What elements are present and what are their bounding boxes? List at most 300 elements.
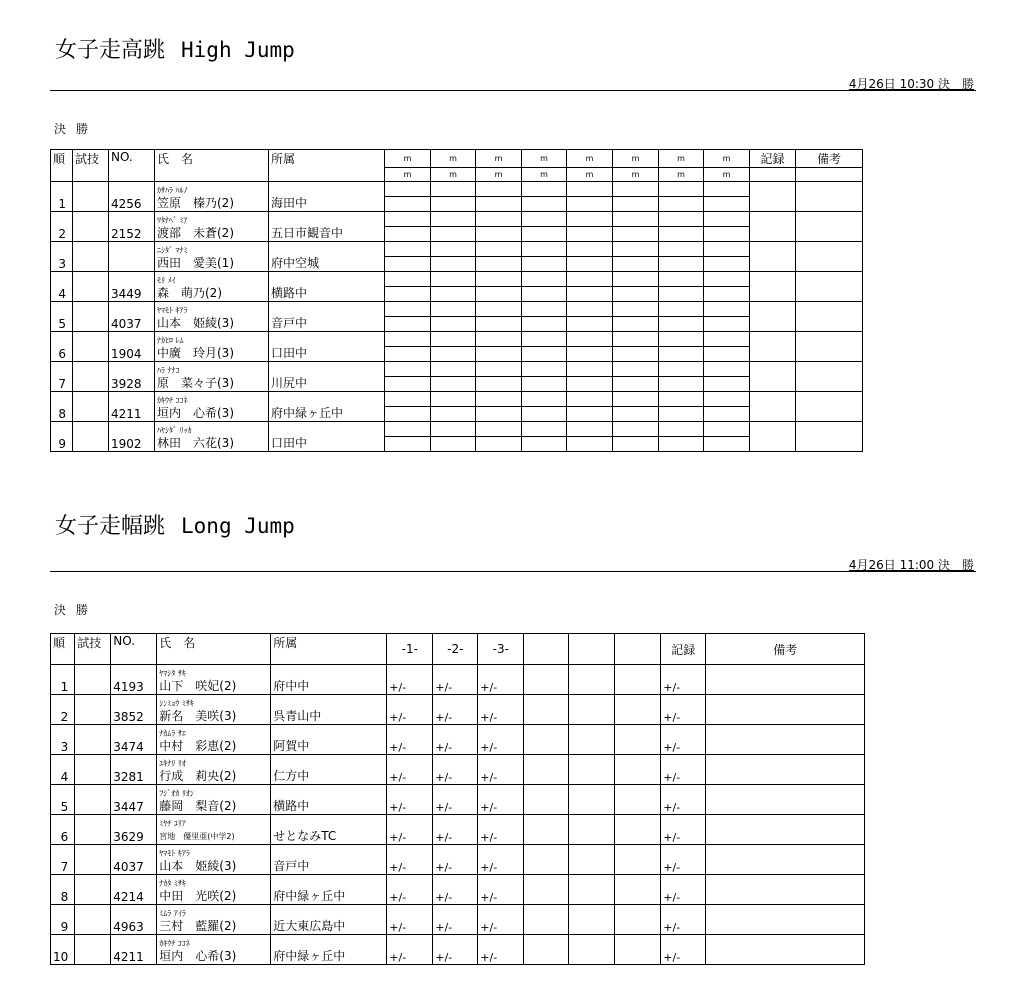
height-cell <box>431 362 476 377</box>
col-record: 記録 <box>750 150 796 168</box>
height-cell <box>431 392 476 407</box>
height-cell <box>385 347 431 362</box>
header-row <box>51 634 865 665</box>
trial-cell <box>75 815 111 845</box>
height-cell <box>385 227 431 242</box>
blank-cell <box>524 755 569 785</box>
height-cell <box>613 242 659 257</box>
table-row <box>51 875 865 905</box>
height-cell <box>476 227 522 242</box>
athlete-name: 三村 藍羅(2) <box>159 919 237 933</box>
height-cell <box>659 272 704 287</box>
col-affiliation: 所属 <box>269 150 385 182</box>
athlete-order: 5 <box>51 302 73 332</box>
table-row <box>51 785 865 815</box>
col-attempt-2: -2- <box>433 634 478 665</box>
athlete-order: 10 <box>51 935 75 965</box>
athlete-order: 8 <box>51 875 75 905</box>
height-cell <box>476 347 522 362</box>
athlete-kana: ﾆｼﾀﾞ ﾏﾅﾐ <box>157 246 188 255</box>
height-cell <box>659 212 704 227</box>
remarks-cell <box>796 182 863 212</box>
remarks-cell <box>706 875 865 905</box>
height-cell <box>385 242 431 257</box>
record-cell <box>750 362 796 392</box>
athlete-name-cell <box>157 755 271 785</box>
remarks-cell <box>706 815 865 845</box>
athlete-no: 4963 <box>111 905 157 935</box>
athlete-no: 3629 <box>111 815 157 845</box>
height-cell <box>522 392 567 407</box>
athlete-name: 森 萌乃(2) <box>157 286 222 300</box>
athlete-name-cell <box>157 815 271 845</box>
height-cell <box>567 242 613 257</box>
height-cell <box>522 287 567 302</box>
col-order: 順 <box>51 150 73 182</box>
wind-cell: +/- <box>478 845 524 875</box>
height-cell <box>704 392 750 407</box>
athlete-no: 3449 <box>109 272 155 302</box>
height-cell <box>659 197 704 212</box>
height-cell <box>567 392 613 407</box>
height-cell <box>567 317 613 332</box>
athlete-name-cell <box>155 272 269 302</box>
height-cell <box>476 407 522 422</box>
athlete-affiliation: 府中緑ヶ丘中 <box>271 875 387 905</box>
height-cell <box>659 332 704 347</box>
height-cell <box>613 437 659 452</box>
col-blank <box>569 634 615 665</box>
blank-cell <box>569 845 615 875</box>
wind-cell: +/- <box>478 665 524 695</box>
col-trial: 試技 <box>73 150 109 182</box>
col-attempt-1: -1- <box>387 634 433 665</box>
athlete-name: 中廣 玲月(3) <box>157 346 234 360</box>
trial-cell <box>73 332 109 362</box>
blank-cell <box>615 875 661 905</box>
height-cell <box>704 362 750 377</box>
athlete-no: 3928 <box>109 362 155 392</box>
trial-cell <box>73 302 109 332</box>
height-cell <box>476 362 522 377</box>
height-cell <box>613 197 659 212</box>
table-row <box>51 935 865 965</box>
remarks-cell <box>706 665 865 695</box>
table-row <box>51 725 865 755</box>
wind-cell: +/- <box>433 845 478 875</box>
height-cell <box>385 257 431 272</box>
athlete-affiliation: 五日市観音中 <box>269 212 385 242</box>
trial-cell <box>73 272 109 302</box>
height-cell <box>567 362 613 377</box>
height-cell <box>613 287 659 302</box>
height-cell <box>704 197 750 212</box>
height-cell <box>567 197 613 212</box>
remarks-blank <box>796 168 863 182</box>
blank-cell <box>524 815 569 845</box>
height-cell <box>567 347 613 362</box>
athlete-kana: ﾜﾀﾅﾍﾞ ﾐｱ <box>157 216 188 225</box>
athlete-name: 垣内 心希(3) <box>157 406 234 420</box>
height-cell <box>522 242 567 257</box>
remarks-cell <box>706 725 865 755</box>
blank-cell <box>615 725 661 755</box>
record-cell <box>750 182 796 212</box>
wind-cell: +/- <box>433 725 478 755</box>
height-cell <box>704 347 750 362</box>
blank-cell <box>569 935 615 965</box>
height-cell <box>659 407 704 422</box>
trial-cell <box>75 665 111 695</box>
height-cell <box>659 302 704 317</box>
athlete-name: 新名 美咲(3) <box>159 709 237 723</box>
height-cell <box>431 422 476 437</box>
high-jump-divider <box>50 90 976 91</box>
athlete-kana: ﾅｶﾑﾗ ｻｴ <box>159 729 186 738</box>
blank-cell <box>524 845 569 875</box>
wind-cell: +/- <box>387 905 433 935</box>
trial-cell <box>73 362 109 392</box>
athlete-name-cell <box>157 875 271 905</box>
athlete-name: 原 菜々子(3) <box>157 376 234 390</box>
height-unit: m <box>659 150 704 168</box>
blank-cell <box>615 905 661 935</box>
wind-cell: +/- <box>478 935 524 965</box>
height-cell <box>659 377 704 392</box>
height-cell <box>567 212 613 227</box>
height-cell <box>431 437 476 452</box>
blank-cell <box>615 935 661 965</box>
height-cell <box>522 407 567 422</box>
athlete-affiliation: 府中中 <box>271 665 387 695</box>
height-cell <box>659 242 704 257</box>
height-cell <box>704 302 750 317</box>
height-cell <box>476 317 522 332</box>
athlete-no: 4211 <box>111 935 157 965</box>
athlete-order: 2 <box>51 695 75 725</box>
height-cell <box>704 407 750 422</box>
table-row <box>51 755 865 785</box>
blank-cell <box>569 875 615 905</box>
height-cell <box>522 302 567 317</box>
trial-cell <box>73 242 109 272</box>
height-cell <box>567 407 613 422</box>
height-unit: m <box>522 168 567 182</box>
athlete-affiliation: 府中緑ヶ丘中 <box>271 935 387 965</box>
height-cell <box>476 392 522 407</box>
height-cell <box>567 332 613 347</box>
blank-cell <box>615 845 661 875</box>
blank-cell <box>615 665 661 695</box>
height-cell <box>613 212 659 227</box>
height-cell <box>385 332 431 347</box>
athlete-name-cell <box>155 392 269 422</box>
col-remarks: 備考 <box>796 150 863 168</box>
athlete-name: 山下 咲妃(2) <box>159 679 237 693</box>
high-jump-title-ja: 女子走高跳 <box>55 38 166 63</box>
height-cell <box>659 392 704 407</box>
blank-cell <box>615 695 661 725</box>
athlete-kana: ﾊﾗ ﾅﾅｺ <box>157 366 180 375</box>
height-cell <box>431 197 476 212</box>
remarks-cell <box>796 212 863 242</box>
athlete-order: 6 <box>51 815 75 845</box>
height-cell <box>567 272 613 287</box>
height-unit: m <box>476 168 522 182</box>
athlete-affiliation: 口田中 <box>269 332 385 362</box>
height-cell <box>476 287 522 302</box>
athlete-no: 2152 <box>109 212 155 242</box>
col-remarks: 備考 <box>706 634 865 665</box>
record-wind-cell: +/- <box>661 875 706 905</box>
athlete-order: 9 <box>51 422 73 452</box>
height-cell <box>567 377 613 392</box>
height-cell <box>659 437 704 452</box>
height-cell <box>613 257 659 272</box>
height-unit: m <box>385 168 431 182</box>
blank-cell <box>524 665 569 695</box>
height-cell <box>659 182 704 197</box>
height-unit: m <box>431 150 476 168</box>
height-cell <box>613 272 659 287</box>
athlete-affiliation: 呉青山中 <box>271 695 387 725</box>
col-blank <box>524 634 569 665</box>
height-cell <box>431 287 476 302</box>
athlete-name-cell <box>155 332 269 362</box>
athlete-order: 3 <box>51 242 73 272</box>
col-name: 氏 名 <box>157 634 271 665</box>
height-cell <box>431 182 476 197</box>
athlete-no: 3474 <box>111 725 157 755</box>
height-cell <box>385 197 431 212</box>
wind-cell: +/- <box>478 785 524 815</box>
athlete-no: 4211 <box>109 392 155 422</box>
height-cell <box>476 242 522 257</box>
height-unit: m <box>431 168 476 182</box>
remarks-cell <box>796 302 863 332</box>
athlete-affiliation: 阿賀中 <box>271 725 387 755</box>
athlete-no: 3447 <box>111 785 157 815</box>
wind-cell: +/- <box>478 875 524 905</box>
height-cell <box>613 392 659 407</box>
athlete-order: 1 <box>51 182 73 212</box>
athlete-order: 7 <box>51 845 75 875</box>
remarks-cell <box>796 422 863 452</box>
height-cell <box>476 302 522 317</box>
athlete-order: 7 <box>51 362 73 392</box>
height-unit: m <box>522 150 567 168</box>
height-cell <box>567 287 613 302</box>
height-cell <box>522 197 567 212</box>
trial-cell <box>73 212 109 242</box>
height-cell <box>659 422 704 437</box>
athlete-kana: ﾊﾔｼﾀﾞ ﾘｯｶ <box>157 426 192 435</box>
blank-cell <box>569 905 615 935</box>
height-cell <box>476 272 522 287</box>
athlete-name-cell <box>157 725 271 755</box>
height-cell <box>431 257 476 272</box>
wind-cell: +/- <box>433 815 478 845</box>
athlete-kana: ｶｷｳﾁ ｺｺﾈ <box>157 396 188 405</box>
wind-cell: +/- <box>433 875 478 905</box>
table-row <box>51 392 863 407</box>
wind-cell: +/- <box>433 695 478 725</box>
athlete-name: 渡部 未蒼(2) <box>157 226 234 240</box>
height-cell <box>476 182 522 197</box>
athlete-affiliation: 音戸中 <box>271 845 387 875</box>
athlete-name: 山本 姫綾(3) <box>157 316 234 330</box>
remarks-cell <box>706 905 865 935</box>
athlete-kana: ﾅｶﾋﾛ ﾚﾑ <box>157 336 184 345</box>
height-cell <box>385 287 431 302</box>
blank-cell <box>569 695 615 725</box>
blank-cell <box>615 815 661 845</box>
height-cell <box>385 437 431 452</box>
table-row <box>51 272 863 287</box>
height-cell <box>385 407 431 422</box>
high-jump-title <box>55 33 295 64</box>
height-cell <box>431 377 476 392</box>
athlete-affiliation: 府中緑ヶ丘中 <box>269 392 385 422</box>
table-row <box>51 362 863 377</box>
athlete-name: 山本 姫綾(3) <box>159 859 237 873</box>
height-cell <box>613 422 659 437</box>
height-unit: m <box>613 168 659 182</box>
high-jump-round: 決勝 <box>54 122 99 136</box>
athlete-order: 8 <box>51 392 73 422</box>
remarks-cell <box>796 272 863 302</box>
record-cell <box>750 272 796 302</box>
wind-cell: +/- <box>387 785 433 815</box>
blank-cell <box>615 785 661 815</box>
long-jump-round: 決勝 <box>54 603 99 617</box>
height-cell <box>476 197 522 212</box>
athlete-affiliation: 近大東広島中 <box>271 905 387 935</box>
blank-cell <box>524 935 569 965</box>
athlete-kana: ﾕｷﾅﾘ ﾘｵ <box>159 759 186 768</box>
blank-cell <box>569 725 615 755</box>
height-cell <box>567 257 613 272</box>
athlete-name-cell <box>157 935 271 965</box>
col-blank <box>615 634 661 665</box>
long-jump-title <box>55 509 295 540</box>
athlete-order: 2 <box>51 212 73 242</box>
wind-cell: +/- <box>387 815 433 845</box>
table-row <box>51 302 863 317</box>
athlete-no: 4256 <box>109 182 155 212</box>
athlete-order: 5 <box>51 785 75 815</box>
height-cell <box>613 182 659 197</box>
blank-cell <box>569 785 615 815</box>
wind-cell: +/- <box>433 905 478 935</box>
record-cell <box>750 332 796 362</box>
athlete-affiliation: せとなみTC <box>271 815 387 845</box>
height-cell <box>704 287 750 302</box>
long-jump-divider <box>50 571 976 572</box>
height-cell <box>704 242 750 257</box>
height-cell <box>476 212 522 227</box>
col-affiliation: 所属 <box>271 634 387 665</box>
height-cell <box>522 332 567 347</box>
athlete-kana: ﾐﾔﾁ ﾕﾘｱ <box>159 819 186 828</box>
wind-cell: +/- <box>433 755 478 785</box>
trial-cell <box>75 785 111 815</box>
athlete-no: 1902 <box>109 422 155 452</box>
height-cell <box>704 212 750 227</box>
height-cell <box>704 377 750 392</box>
high-jump-title-en: High Jump <box>181 38 295 62</box>
remarks-cell <box>706 695 865 725</box>
height-cell <box>431 317 476 332</box>
height-cell <box>522 212 567 227</box>
athlete-no: 4037 <box>109 302 155 332</box>
col-no: NO. <box>111 634 157 665</box>
table-row <box>51 905 865 935</box>
athlete-name-cell <box>155 362 269 392</box>
wind-cell: +/- <box>478 725 524 755</box>
height-cell <box>385 182 431 197</box>
height-cell <box>431 272 476 287</box>
athlete-no: 4193 <box>111 665 157 695</box>
height-unit: m <box>567 168 613 182</box>
table-row <box>51 845 865 875</box>
height-cell <box>431 347 476 362</box>
height-cell <box>659 347 704 362</box>
col-name: 氏 名 <box>155 150 269 182</box>
athlete-order: 9 <box>51 905 75 935</box>
col-record: 記録 <box>661 634 706 665</box>
blank-cell <box>524 875 569 905</box>
long-jump-title-ja: 女子走幅跳 <box>55 514 166 539</box>
height-cell <box>704 272 750 287</box>
athlete-affiliation: 川尻中 <box>269 362 385 392</box>
col-no: NO. <box>109 150 155 182</box>
height-cell <box>659 287 704 302</box>
col-order: 順 <box>51 634 75 665</box>
record-wind-cell: +/- <box>661 695 706 725</box>
trial-cell <box>75 725 111 755</box>
athlete-kana: ｶｷｳﾁ ｺｺﾈ <box>159 939 190 948</box>
athlete-name: 行成 莉央(2) <box>159 769 237 783</box>
height-cell <box>567 437 613 452</box>
athlete-no: 3852 <box>111 695 157 725</box>
athlete-no: 4037 <box>111 845 157 875</box>
athlete-name: 中村 彩恵(2) <box>159 739 237 753</box>
wind-cell: +/- <box>387 725 433 755</box>
athlete-affiliation: 音戸中 <box>269 302 385 332</box>
athlete-name: 西田 愛美(1) <box>157 256 234 270</box>
record-wind-cell: +/- <box>661 665 706 695</box>
height-cell <box>704 332 750 347</box>
height-cell <box>385 272 431 287</box>
table-row <box>51 242 863 257</box>
athlete-affiliation: 府中空城 <box>269 242 385 272</box>
height-cell <box>567 182 613 197</box>
athlete-kana: ｼﾝﾐｮｳ ﾐｻｷ <box>159 699 194 708</box>
remarks-cell <box>796 392 863 422</box>
height-cell <box>385 422 431 437</box>
height-cell <box>431 407 476 422</box>
table-row <box>51 695 865 725</box>
record-blank <box>750 168 796 182</box>
height-cell <box>613 332 659 347</box>
height-cell <box>613 407 659 422</box>
wind-cell: +/- <box>478 695 524 725</box>
table-row <box>51 422 863 437</box>
trial-cell <box>73 422 109 452</box>
athlete-affiliation: 横路中 <box>271 785 387 815</box>
height-cell <box>522 362 567 377</box>
